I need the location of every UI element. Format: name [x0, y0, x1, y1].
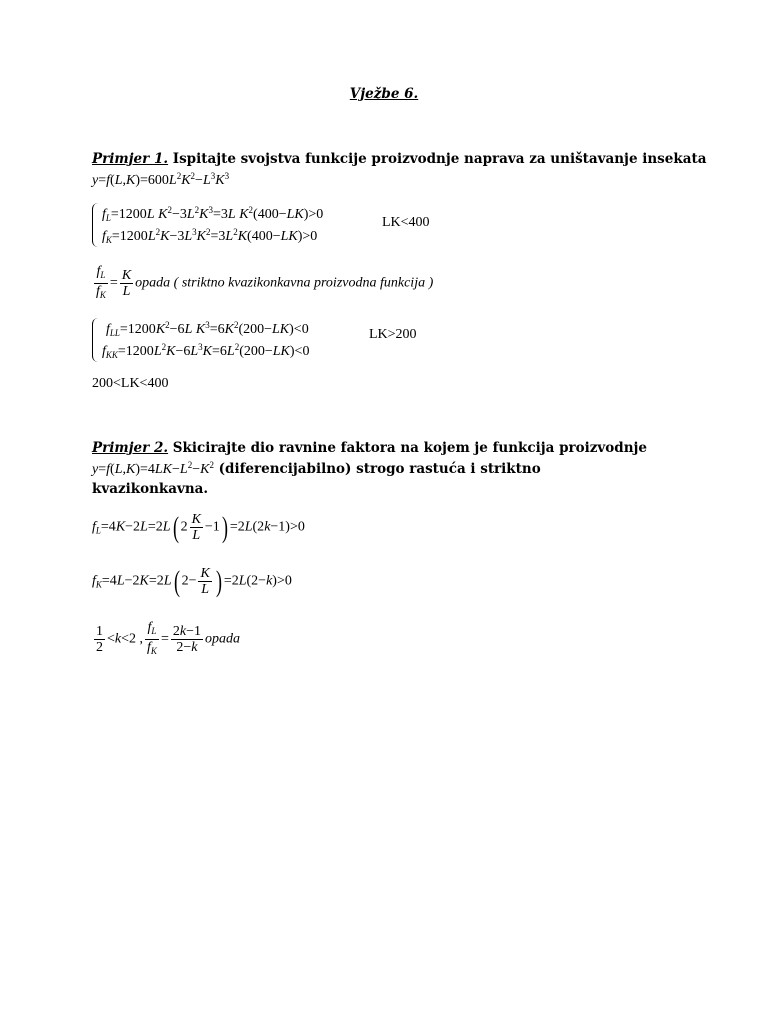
brace — [92, 318, 99, 362]
primjer2-line2 — [92, 460, 541, 478]
primjer2-text: Skicirajte dio ravnine faktora na kojem je funkcija proizvodnje — [168, 440, 647, 456]
fraction-K-L: $\frac{K}{L}$ — [200, 566, 210, 597]
condition-lk-greater-200: LK>200 — [369, 327, 417, 342]
equation-fK: $f_K=1200L^2K-3L^3K^2=3L^2K(400-LK)>0$ — [102, 227, 318, 245]
system-second-derivatives — [92, 318, 422, 362]
primjer2-heading — [92, 440, 647, 456]
fraction-K-L: $\frac{K}{L}$ — [121, 268, 132, 299]
page-title: Vježbe 6. — [349, 86, 419, 102]
fraction-K-L: $\frac{K}{L}$ — [191, 512, 201, 543]
primjer1-text: Ispitajte svojstva funkcije proizvodnje naprava za uništavanje insekata — [168, 151, 707, 167]
fraction-one-half: $\frac{1}{2}$ — [96, 624, 103, 655]
equation-fKK: $f_{KK}=1200L^2K-6L^3K=6L^2(200-LK)<0$ — [102, 342, 310, 360]
primjer1-label: Primjer 1. — [92, 151, 169, 167]
equation-fK-2: $f_K=4L-2K=2L$( 2− $\frac{K}{L}$ ) =2L(2−k)>0 — [92, 564, 292, 598]
final-condition: $\frac{1}{2}$ <k<2 , $\frac{f_L}{f_K}$ = $\frac{2k-1}{2-k}$ opada — [92, 620, 240, 659]
equation-fLL: $f_{LL}=1200K^2-6L$ $K^3=6K^2(200-LK)<0$ — [106, 320, 309, 338]
ratio-comment: opada ( striktno kvazikonkavna proizvodna funkcija ) — [135, 275, 434, 291]
condition-lk-less-400: LK<400 — [382, 215, 430, 230]
primjer2-text3: kvazikonkavna. — [92, 481, 209, 497]
equation-fL-2: $f_L=4K-2L=2L$( 2 $\frac{K}{L}$ −1) =2L(2k−1)>0 — [92, 510, 305, 544]
fraction-fL-fK: $\frac{f_L}{f_K}$ — [96, 264, 106, 300]
fraction-2k-1-over-2-k: $\frac{2k-1}{2-k}$ — [172, 624, 201, 655]
primjer1-heading — [92, 151, 706, 167]
formula-production-2: $y=f(L,K)=4LK-L^2-K^2$ — [92, 460, 214, 477]
ratio-marginal-products: $\frac{f_L}{f_K}$ = $\frac{K}{L}$ opada ( striktno kvazikonkavna proizvodna funkcija ) — [92, 264, 433, 303]
fraction-fL-fK: $\frac{f_L}{f_K}$ — [147, 620, 157, 656]
equation-fL: $f_L=1200L$ $K^2-3L^2K^3=3L$ $K^2(400-LK)>0$ — [102, 205, 324, 223]
primjer2-label: Primjer 2. — [92, 440, 169, 456]
brace — [92, 203, 99, 247]
system-first-derivatives — [92, 203, 430, 247]
result-interval: 200<LK<400 — [92, 376, 169, 391]
primjer2-text2: (diferencijabilno) strogo rastuća i striktno — [213, 461, 541, 477]
opada-text: opada — [204, 631, 240, 647]
formula-production-1: $y=f(L,K)=600L^2K^2-L^3K^3$ — [92, 171, 230, 188]
